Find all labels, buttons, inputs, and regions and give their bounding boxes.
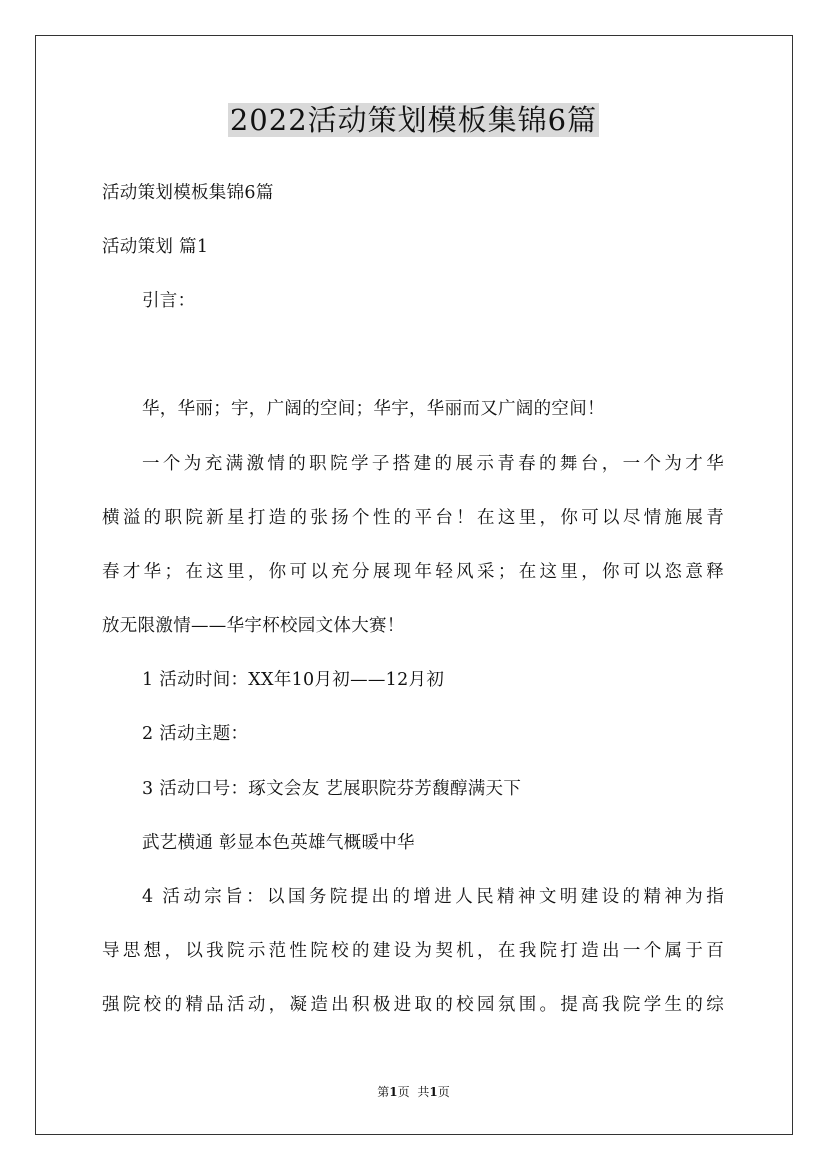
paragraph-line: 华，华丽；宇，广阔的空间；华宇，华丽而又广阔的空间！ [142,399,605,419]
footer-total-prefix: 共 [417,1085,430,1099]
footer-total-suffix: 页 [437,1085,450,1099]
paragraph-line: 放无限激情——华宇杯校园文体大赛！ [102,616,405,636]
paragraph-line: 1 活动时间：XX年10月初——12月初 [142,670,445,690]
paragraph-line: 3 活动口号：琢文会友 艺展职院芬芳馥醇满天下 [142,779,522,799]
paragraph-line: 横溢的职院新星打造的张扬个性的平台！在这里，你可以尽情施展青 [102,508,724,528]
paragraph-line: 4 活动宗旨：以国务院提出的增进人民精神文明建设的精神为指 [142,887,724,907]
subtitle: 活动策划模板集锦6篇 [102,183,274,203]
paragraph-line: 强院校的精品活动，凝造出积极进取的校园氛围。提高我院学生的综 [102,995,724,1015]
paragraph-line: 引言： [142,291,196,311]
footer-page-suffix: 页 [397,1085,410,1099]
footer-page-prefix: 第 [377,1085,390,1099]
paragraph-line: 春才华；在这里，你可以充分展现年轻风采；在这里，你可以恣意释 [102,562,724,582]
paragraph-line: 武艺横通 彰显本色英雄气概暖中华 [142,833,415,853]
footer-total-num: 1 [429,1085,438,1099]
footer-page-num: 1 [389,1085,398,1099]
section-heading: 活动策划 篇1 [102,237,209,257]
paragraph-line: 导思想，以我院示范性院校的建设为契机，在我院打造出一个属于百 [102,941,724,961]
paragraph-line: 2 活动主题： [142,724,249,744]
document-title [0,100,827,140]
page-footer [0,1084,827,1100]
document-title-text: 2022活动策划模板集锦6篇 [229,103,598,137]
paragraph-line: 一个为充满激情的职院学子搭建的展示青春的舞台，一个为才华 [142,454,724,474]
